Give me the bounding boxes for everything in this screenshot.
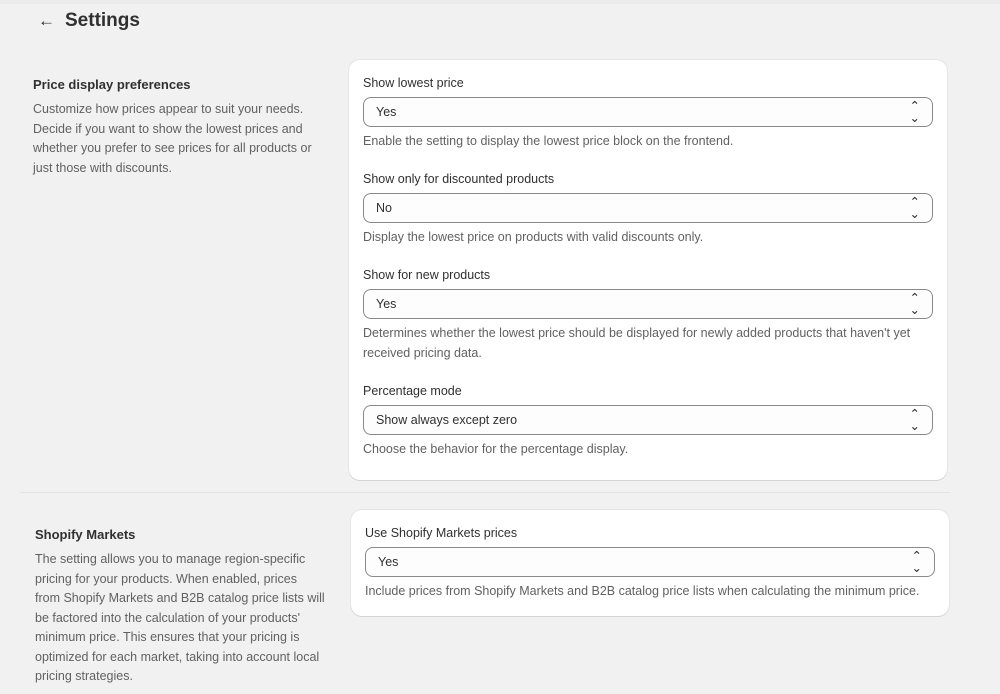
shopify-markets-section-info: [35, 527, 325, 687]
discounted-only-field: [363, 172, 933, 247]
field-help: Enable the setting to display the lowest price block on the frontend.: [363, 134, 734, 148]
new-products-field: [363, 268, 933, 363]
field-label: Show only for discounted products: [363, 172, 555, 186]
field-label: Show lowest price: [363, 76, 464, 90]
field-help: Choose the behavior for the percentage display.: [363, 442, 629, 456]
top-bar: [0, 0, 1000, 4]
chevron-up-down-icon: ⌃ ⌄: [911, 548, 922, 575]
field-help: Display the lowest price on products with valid discounts only.: [363, 230, 704, 244]
field-label: Use Shopify Markets prices: [365, 526, 518, 540]
section-title: Shopify Markets: [35, 527, 136, 542]
price-display-section-info: [33, 77, 323, 178]
section-description: Customize how prices appear to suit your needs. Decide if you want to show the lowest prices and whether you prefer to see prices for all products or just those with discounts.: [33, 102, 312, 175]
select-value: No: [376, 201, 392, 215]
select-value: Yes: [376, 105, 397, 119]
field-label: Show for new products: [363, 268, 491, 282]
show-lowest-price-select[interactable]: [363, 97, 933, 127]
chevron-up-down-icon: ⌃ ⌄: [909, 406, 920, 433]
chevron-up-down-icon: ⌃ ⌄: [909, 194, 920, 221]
show-lowest-price-field: [363, 76, 933, 151]
chevron-up-down-icon: ⌃ ⌄: [909, 98, 920, 125]
field-label: Percentage mode: [363, 384, 462, 398]
percentage-mode-field: [363, 384, 933, 459]
section-description: The setting allows you to manage region-specific pricing for your products. When enabled, prices from Shopify Markets and B2B catalog price lists will be factored into the calculation of your products' minimum price. This ensures that your pricing is optimized for each market, taking into account local pricing strategies.: [35, 552, 325, 683]
shopify-markets-card: [351, 510, 949, 616]
page-header: [38, 10, 140, 32]
section-title: Price display preferences: [33, 77, 191, 92]
shopify-markets-select[interactable]: [365, 547, 935, 577]
select-value: Show always except zero: [376, 413, 518, 427]
select-value: Yes: [378, 555, 399, 569]
select-value: Yes: [376, 297, 397, 311]
chevron-up-down-icon: ⌃ ⌄: [909, 290, 920, 317]
section-divider: [20, 492, 950, 493]
back-arrow-icon[interactable]: ←: [38, 11, 55, 30]
discounted-only-select[interactable]: [363, 193, 933, 223]
new-products-select[interactable]: [363, 289, 933, 319]
page-title: Settings: [65, 10, 140, 31]
field-help: Include prices from Shopify Markets and B2B catalog price lists when calculating the minimum price.: [365, 584, 920, 598]
percentage-mode-select[interactable]: [363, 405, 933, 435]
field-help: Determines whether the lowest price should be displayed for newly added products that haven't yet received pricing data.: [363, 326, 911, 360]
price-display-card: [349, 60, 947, 480]
shopify-markets-field: [365, 526, 935, 601]
